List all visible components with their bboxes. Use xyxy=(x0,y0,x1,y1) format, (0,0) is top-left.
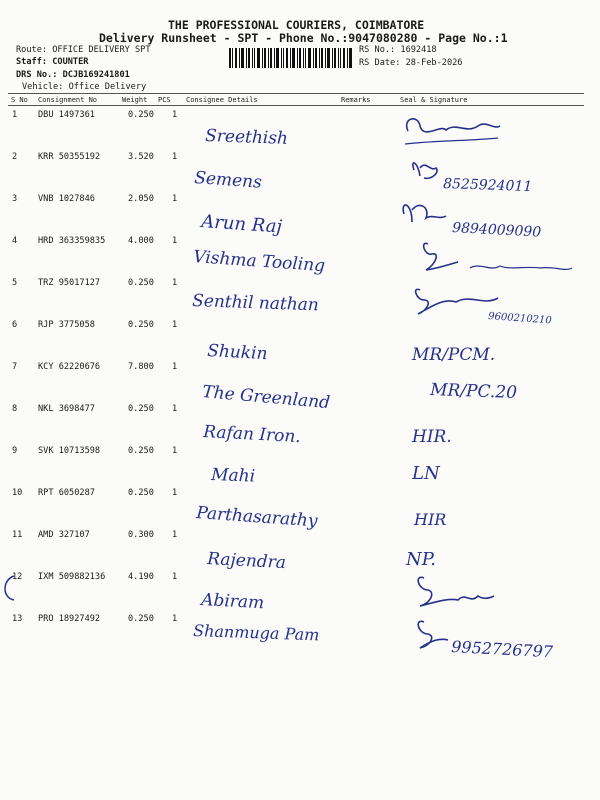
route-label: Route: OFFICE DELIVERY SPT xyxy=(16,45,151,55)
row-13-weight: 0.250 xyxy=(128,614,154,624)
row-12-weight: 4.190 xyxy=(128,572,154,582)
row-1-pcs: 1 xyxy=(172,110,178,120)
row-10-seal: HIR xyxy=(414,510,447,529)
row-11-consignee: Rajendra xyxy=(206,549,287,574)
row-8-consignment: NKL 3698477 xyxy=(38,404,95,414)
row-5-consignee: Senthil nathan xyxy=(191,291,320,316)
row-11-weight: 0.300 xyxy=(128,530,154,540)
row-11-sno: 11 xyxy=(12,530,23,540)
row-12-consignment: IXM 509882136 xyxy=(38,572,106,582)
row-10-weight: 0.250 xyxy=(128,488,154,498)
row-12-pcs: 1 xyxy=(172,572,178,582)
row-12-signature xyxy=(418,577,494,606)
row-5-weight: 0.250 xyxy=(128,278,154,288)
row-1-consignee: Sreethish xyxy=(204,126,289,149)
rs-date: RS Date: 28-Feb-2026 xyxy=(359,58,463,68)
row-11-pcs: 1 xyxy=(172,530,178,540)
row-2-pcs: 1 xyxy=(172,152,178,162)
row-3-signature xyxy=(403,205,541,241)
row-11-consignment: AMD 327107 xyxy=(38,530,90,540)
col-weight: Weight xyxy=(122,96,148,104)
row-8-seal: HIR. xyxy=(412,427,452,447)
row-3-consignment: VNB 1027846 xyxy=(38,194,95,204)
row-9-weight: 0.250 xyxy=(128,446,154,456)
row-10-consignee: Parthasarathy xyxy=(195,503,319,532)
row-11-seal: NP. xyxy=(406,549,436,570)
row-6-pcs: 1 xyxy=(172,320,178,330)
row-13-sno: 13 xyxy=(12,614,23,624)
row-13-consignee: Shanmuga Pam xyxy=(192,621,320,645)
row-13-phone: 9952726797 xyxy=(450,637,554,662)
row-2-consignment: KRR 50355192 xyxy=(38,152,101,162)
margin-mark xyxy=(5,576,14,600)
row-3-pcs: 1 xyxy=(172,194,178,204)
row-2-weight: 3.520 xyxy=(128,152,154,162)
vehicle-label: Vehicle: Office Delivery xyxy=(22,82,147,92)
document-title: THE PROFESSIONAL COURIERS, COIMBATORE xyxy=(168,18,425,32)
document-subtitle: Delivery Runsheet - SPT - Phone No.:9047080280 - Page No.:1 xyxy=(99,31,508,45)
row-10-sno: 10 xyxy=(12,488,23,498)
row-12-consignee: Abiram xyxy=(200,590,265,614)
row-13-pcs: 1 xyxy=(172,614,178,624)
row-12-sno: 12 xyxy=(12,572,23,582)
row-6-seal: MR/PCM. xyxy=(412,345,496,365)
row-2-sno: 2 xyxy=(12,152,18,162)
row-4-consignment: HRD 363359835 xyxy=(38,236,106,246)
col-seal: Seal & Signature xyxy=(400,96,468,104)
row-5-sno: 5 xyxy=(12,278,18,288)
row-3-weight: 2.050 xyxy=(128,194,154,204)
row-4-weight: 4.000 xyxy=(128,236,154,246)
row-13-consignment: PRO 18927492 xyxy=(38,614,101,624)
row-3-phone: 9894009090 xyxy=(451,220,542,241)
staff-label: Staff: COUNTER xyxy=(16,57,89,67)
row-9-seal: LN xyxy=(412,463,440,484)
row-4-consignee: Vishma Tooling xyxy=(192,247,326,277)
row-6-sno: 6 xyxy=(12,320,18,330)
row-7-consignee: The Greenland xyxy=(201,382,331,414)
row-2-consignee: Semens xyxy=(193,168,263,193)
row-3-consignee: Arun Raj xyxy=(200,211,283,238)
row-4-pcs: 1 xyxy=(172,236,178,246)
row-4-signature xyxy=(424,243,572,270)
row-7-weight: 7.800 xyxy=(128,362,154,372)
row-3-sno: 3 xyxy=(12,194,18,204)
row-9-consignee: Mahi xyxy=(210,465,256,487)
row-8-sno: 8 xyxy=(12,404,18,414)
row-1-consignment: DBU 1497361 xyxy=(38,110,95,120)
row-8-weight: 0.250 xyxy=(128,404,154,414)
row-7-seal: MR/PC.20 xyxy=(429,380,518,404)
row-1-sno: 1 xyxy=(12,110,18,120)
col-consignee: Consignee Details xyxy=(186,96,258,104)
row-5-pcs: 1 xyxy=(172,278,178,288)
col-consignment: Consignment No xyxy=(38,96,98,104)
drs-label: DRS No.: DCJB169241801 xyxy=(16,70,130,80)
row-10-pcs: 1 xyxy=(172,488,178,498)
row-2-signature xyxy=(413,163,533,195)
row-5-phone: 9600210210 xyxy=(487,311,553,327)
row-5-consignment: TRZ 95017127 xyxy=(38,278,101,288)
row-9-pcs: 1 xyxy=(172,446,178,456)
col-remarks: Remarks xyxy=(341,96,371,104)
row-9-sno: 9 xyxy=(12,446,18,456)
row-10-consignment: RPT 6050287 xyxy=(38,488,95,498)
row-8-consignee: Rafan Iron. xyxy=(202,422,302,448)
row-5-signature xyxy=(416,289,553,326)
col-pcs: PCS xyxy=(158,96,171,104)
row-2-phone: 8525924011 xyxy=(442,176,533,196)
row-7-pcs: 1 xyxy=(172,362,178,372)
col-sno: S No xyxy=(11,96,28,104)
row-8-pcs: 1 xyxy=(172,404,178,414)
row-1-weight: 0.250 xyxy=(128,110,154,120)
row-7-sno: 7 xyxy=(12,362,18,372)
row-6-consignment: RJP 3775058 xyxy=(38,320,95,330)
row-4-sno: 4 xyxy=(12,236,18,246)
row-6-weight: 0.250 xyxy=(128,320,154,330)
row-1-signature xyxy=(405,119,500,144)
row-6-consignee: Shukin xyxy=(206,341,268,365)
row-7-consignment: KCY 62220676 xyxy=(38,362,101,372)
row-13-signature xyxy=(418,621,554,661)
row-9-consignment: SVK 10713598 xyxy=(38,446,101,456)
rs-number: RS No.: 1692418 xyxy=(359,45,437,55)
